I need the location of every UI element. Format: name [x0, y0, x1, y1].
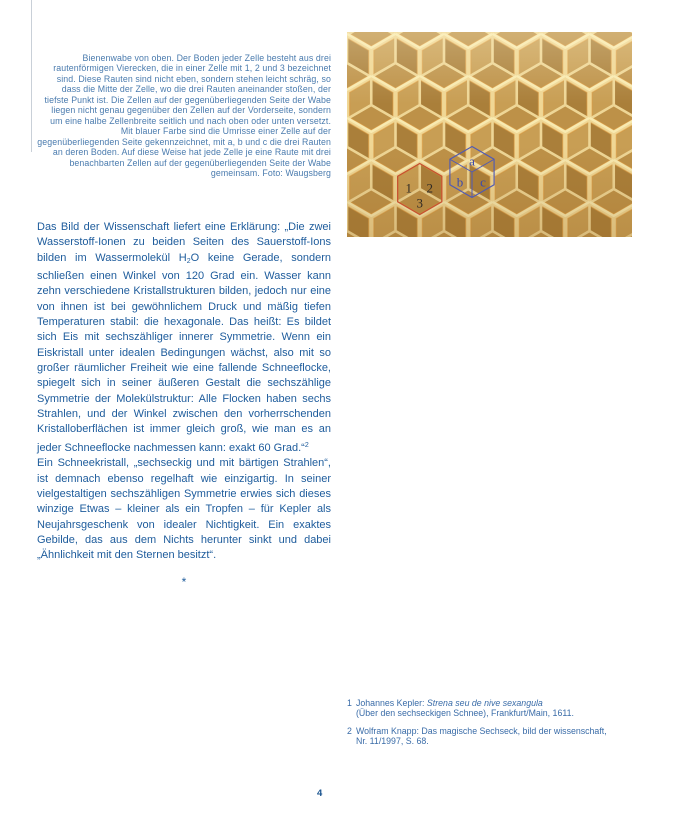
honeycomb-photo-svg [347, 32, 632, 237]
footnote-1-number: 1 [347, 698, 352, 708]
scan-edge-artifact [31, 0, 32, 152]
front-rhombus-label-2: 2 [426, 180, 433, 196]
front-rhombus-label-3: 3 [416, 195, 423, 211]
footnote-1 [347, 698, 677, 719]
figure-caption: Bienenwabe von oben. Der Boden jeder Zelle besteht aus drei rautenförmigen Vierecken, die in einer Zelle mit 1, 2 und 3 bezeichnet sind. Diese Rauten sind nicht eben, sondern stehen leicht schräg, so dass die Mitte der Zelle, wo die drei Rauten aneinander stoßen, der tiefste Punkt ist. Die Zellen auf der gegenüberliegenden Seite der Wabe liegen nicht genau gegenüber den Zellen auf der Vorderseite, sondern um eine halbe Zellenbreite seitlich und nach oben oder unten versetzt. Mit blauer Farbe sind die Umrisse einer Zelle auf der gegenüberliegenden Seite gekennzeichnet, mit a, b und c die drei Rauten an deren Boden. Auf diese Weise hat jede Zelle je eine Raute mit drei benachbarten Zellen auf der gegenüberliegenden Seite der Wabe gemeinsam. Foto: Waugsberg [37, 53, 331, 178]
back-rhombus-label-b: b [456, 174, 464, 190]
body-paragraph-2: Ein Schneekristall, „sechseckig und mit bärtigen Strahlen“, ist demnach ebenso regelhaft wie einzigartig. In seiner vielgestaltigen sechszähligen Symmetrie erwies sich dieses winzige Etwas – kleiner als ein Tropfen – für Kepler als Neujahrsgeschenk von idealer Nichtigkeit. Ein exaktes Gebilde, das aus dem Nichts herunter sinkt und dabei „Ähnlichkeit mit den Sternen besitzt“. [37, 457, 331, 562]
footnotes [347, 698, 677, 753]
article-body [37, 220, 331, 590]
section-separator-asterisk: * [181, 574, 187, 589]
back-rhombus-label-a: a [469, 153, 475, 169]
back-rhombus-label-c: c [480, 174, 486, 190]
footnote-2 [347, 726, 677, 747]
footnote-2-number: 2 [347, 725, 352, 736]
front-rhombus-label-1: 1 [405, 180, 412, 196]
body-paragraph-1: Das Bild der Wissenschaft liefert eine Erklärung: „Die zwei Wasserstoff-Ionen zu beiden Seiten des Sauerstoff-Ions bilden im Wassermolekül $H_2O$ keine Gerade, sondern schließen einen Winkel von 120 Grad ein. Wasser kann zehn verschiedene Kristallstrukturen bilden, jedoch nur eine von ihnen ist bei gewöhnlichem Druck und mäßig tiefen Temperaturen stabil: die hexagonale. Das heißt: Es bildet sich Eis mit sechszähliger innerer Symmetrie. Wenn ein Eiskristall unter idealen Bedingungen wächst, also mit so großer räumlicher Freiheit wie eine fallende Schneeflocke, spiegelt sich in seiner äußeren Gestalt die sechszählige Symmetrie der Molekülstruktur: Alle Flocken haben sechs Strahlen, und der Winkel zwischen den vorherrschenden Kristalloberflächen ist immer gleich groß, wie man es an jeder Schneeflocke nachmessen kann: exakt 60 Grad.“$^2$ [37, 221, 331, 454]
footnote-2-text: Wolfram Knapp: Das magische Sechseck, bild der wissenschaft, Nr. 11/1997, S. 68. [356, 725, 607, 746]
honeycomb-photo [347, 32, 632, 237]
page-number: 4 [317, 788, 323, 799]
footnote-1-text: Johannes Kepler: Strena seu de nive sexangula (Über den sechseckigen Schnee), Frankfurt/Main, 1611. [356, 698, 574, 719]
